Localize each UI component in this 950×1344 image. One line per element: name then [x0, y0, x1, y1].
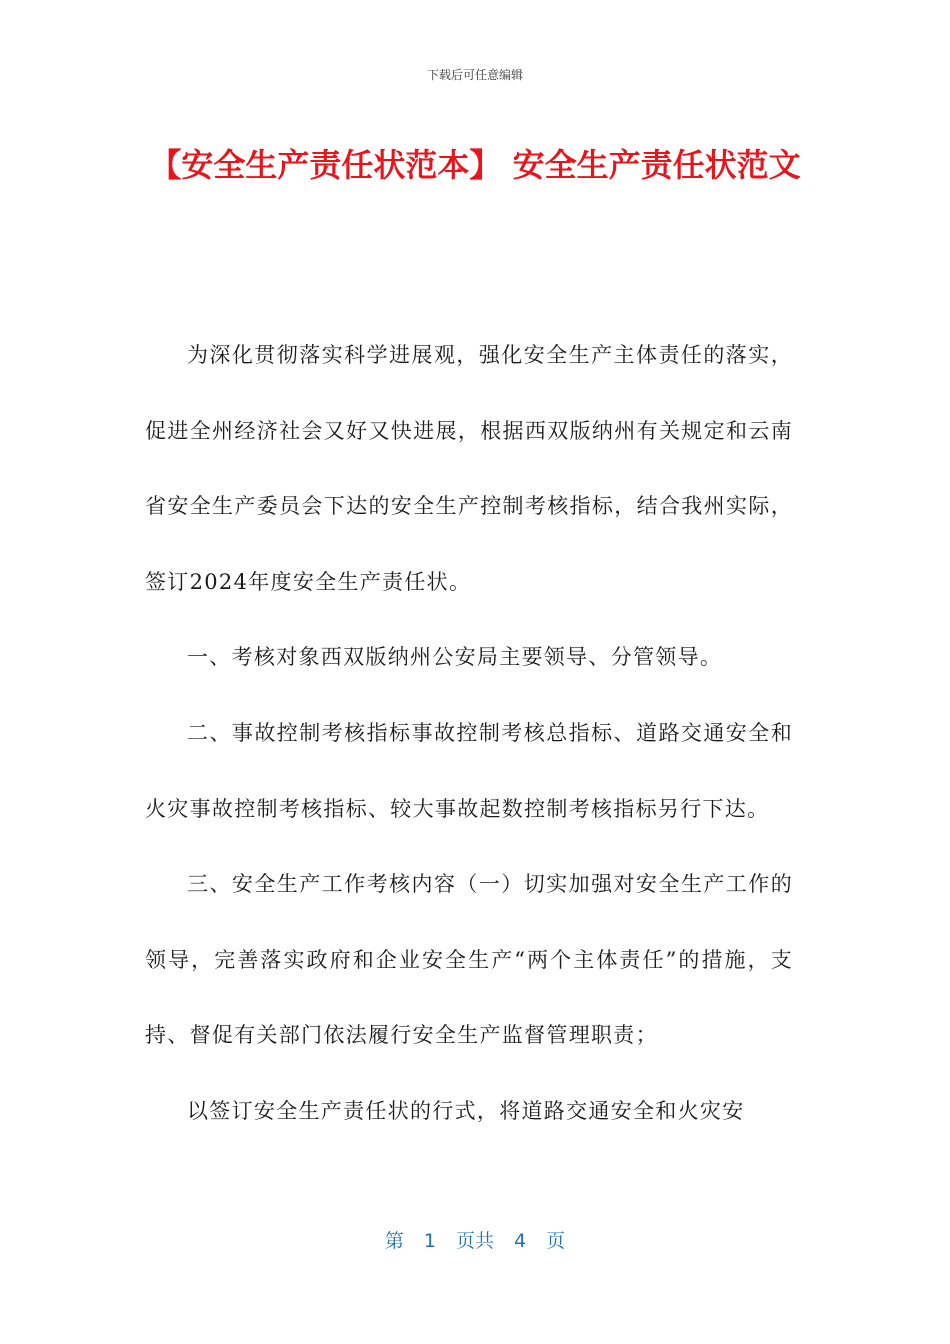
- paragraph-section-3: 三、安全生产工作考核内容（一）切实加强对安全生产工作的领导，完善落实政府和企业安全生产“两个主体责任”的措施，支持、督促有关部门依法履行安全生产监督管理职责；: [145, 872, 793, 1048]
- document-title: 【安全生产责任状范本】 安全生产责任状范文: [149, 146, 801, 184]
- paragraph-continued: 以签订安全生产责任状的行式，将道路交通安全和火灾安: [187, 1098, 745, 1123]
- header-note: 下载后可任意编辑: [426, 68, 523, 82]
- page-number-footer: 第 1 页共 4 页: [384, 1230, 566, 1252]
- paragraph-intro: 为深化贯彻落实科学进展观，强化安全生产主体责任的落实，促进全州经济社会又好又快进展，根据西双版纳州有关规定和云南省安全生产委员会下达的安全生产控制考核指标，结合我州实际，签订2024年度安全生产责任状。: [145, 343, 793, 594]
- paragraph-section-2: 二、事故控制考核指标事故控制考核总指标、道路交通安全和火灾事故控制考核指标、较大事故起数控制考核指标另行下达。: [145, 720, 793, 821]
- document-body: [145, 318, 793, 1150]
- paragraph-section-1: 一、考核对象西双版纳州公安局主要领导、分管领导。: [187, 645, 723, 670]
